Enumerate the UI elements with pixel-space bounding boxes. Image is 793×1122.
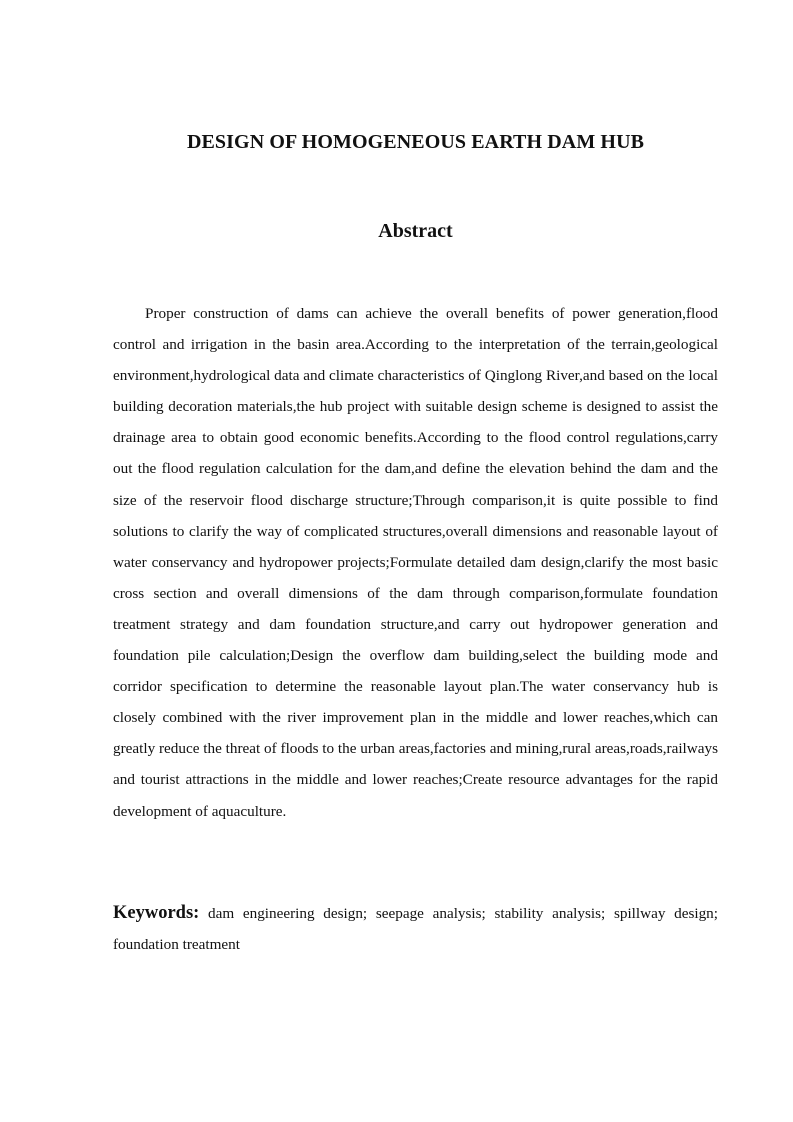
- paper-title: DESIGN OF HOMOGENEOUS EARTH DAM HUB: [186, 131, 645, 153]
- keywords-label: Keywords:: [113, 903, 200, 923]
- abstract-paragraph: Proper construction of dams can achieve the overall benefits of power generation,flood control and irrigation in the basin area.According to the interpretation of the terrain,geological environment,hydrological data and climate characteristics of Qinglong River,and based on the local building decoration materials,the hub project with suitable design scheme is designed to assist the drainage area to obtain good economic benefits.According to the flood control regulations,carry out the flood regulation calculation for the dam,and define the elevation behind the dam and the size of the reservoir flood discharge structure;Through comparison,it is quite possible to find solutions to clarify the way of complicated structures,overall dimensions and reasonable layout of water conservancy and hydropower projects;Formulate detailed dam design,clarify the most basic cross section and overall dimensions of the dam through comparison,formulate foundation treatment strategy and dam foundation structure,and carry out hydropower generation and foundation pile calculation;Design the overflow dam building,select the building mode and corridor specification to determine the reasonable layout plan.The water conservancy hub is closely combined with the river improvement plan in the middle and lower reaches,which can greatly reduce the threat of floods to the urban areas,factories and mining,rural areas,roads,railways and tourist attractions in the middle and lower reaches;Create resource advantages for the rapid development of aquaculture.: [113, 305, 718, 820]
- keywords-list: dam engineering design; seepage analysis; stability analysis; spillway design; foundation treatment: [113, 905, 718, 953]
- abstract-heading: Abstract: [378, 220, 453, 242]
- keywords-section: [113, 898, 718, 960]
